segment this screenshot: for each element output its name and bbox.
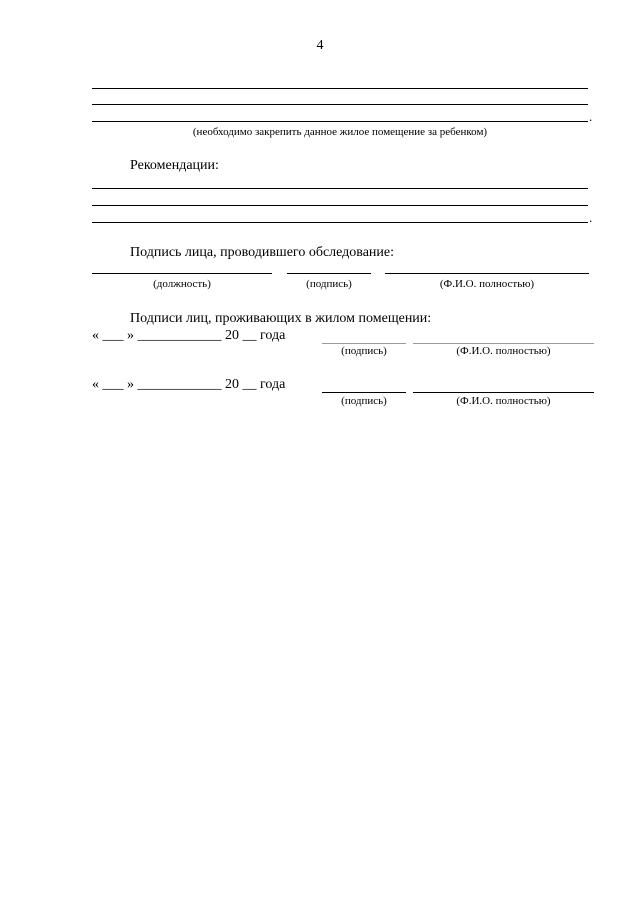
blank-lines-caption: (необходимо закрепить данное жилое помещение за ребенком) — [192, 126, 488, 138]
blank-line[interactable] — [92, 188, 588, 189]
signature-caption: (подпись) — [341, 345, 387, 357]
full-name-field[interactable] — [385, 273, 589, 274]
date-field[interactable]: « ___ » ____________ 20 __ года — [92, 328, 286, 343]
end-mark: . — [589, 109, 593, 124]
inspector-signature-title: Подпись лица, проводившего обследование: — [130, 245, 395, 260]
signature-field[interactable] — [287, 273, 371, 274]
signature-field[interactable] — [322, 343, 406, 344]
end-mark: . — [589, 210, 593, 225]
position-field[interactable] — [92, 273, 272, 274]
full-name-caption: (Ф.И.О. полностью) — [456, 345, 551, 357]
blank-line[interactable] — [92, 205, 588, 206]
full-name-field[interactable] — [413, 392, 594, 393]
blank-line[interactable] — [92, 121, 588, 122]
recommendations-title: Рекомендации: — [130, 158, 219, 173]
blank-line[interactable] — [92, 222, 588, 223]
full-name-field[interactable] — [413, 343, 594, 344]
position-caption: (должность) — [153, 278, 211, 290]
page-number: 4 — [316, 38, 324, 53]
residents-signatures-title: Подписи лиц, проживающих в жилом помещении: — [130, 311, 432, 326]
signature-caption: (подпись) — [341, 395, 387, 407]
blank-line[interactable] — [92, 88, 588, 89]
signature-caption: (подпись) — [306, 278, 352, 290]
full-name-caption: (Ф.И.О. полностью) — [439, 278, 535, 290]
blank-line[interactable] — [92, 104, 588, 105]
signature-field[interactable] — [322, 392, 406, 393]
full-name-caption: (Ф.И.О. полностью) — [456, 395, 551, 407]
date-field[interactable]: « ___ » ____________ 20 __ года — [92, 377, 286, 392]
